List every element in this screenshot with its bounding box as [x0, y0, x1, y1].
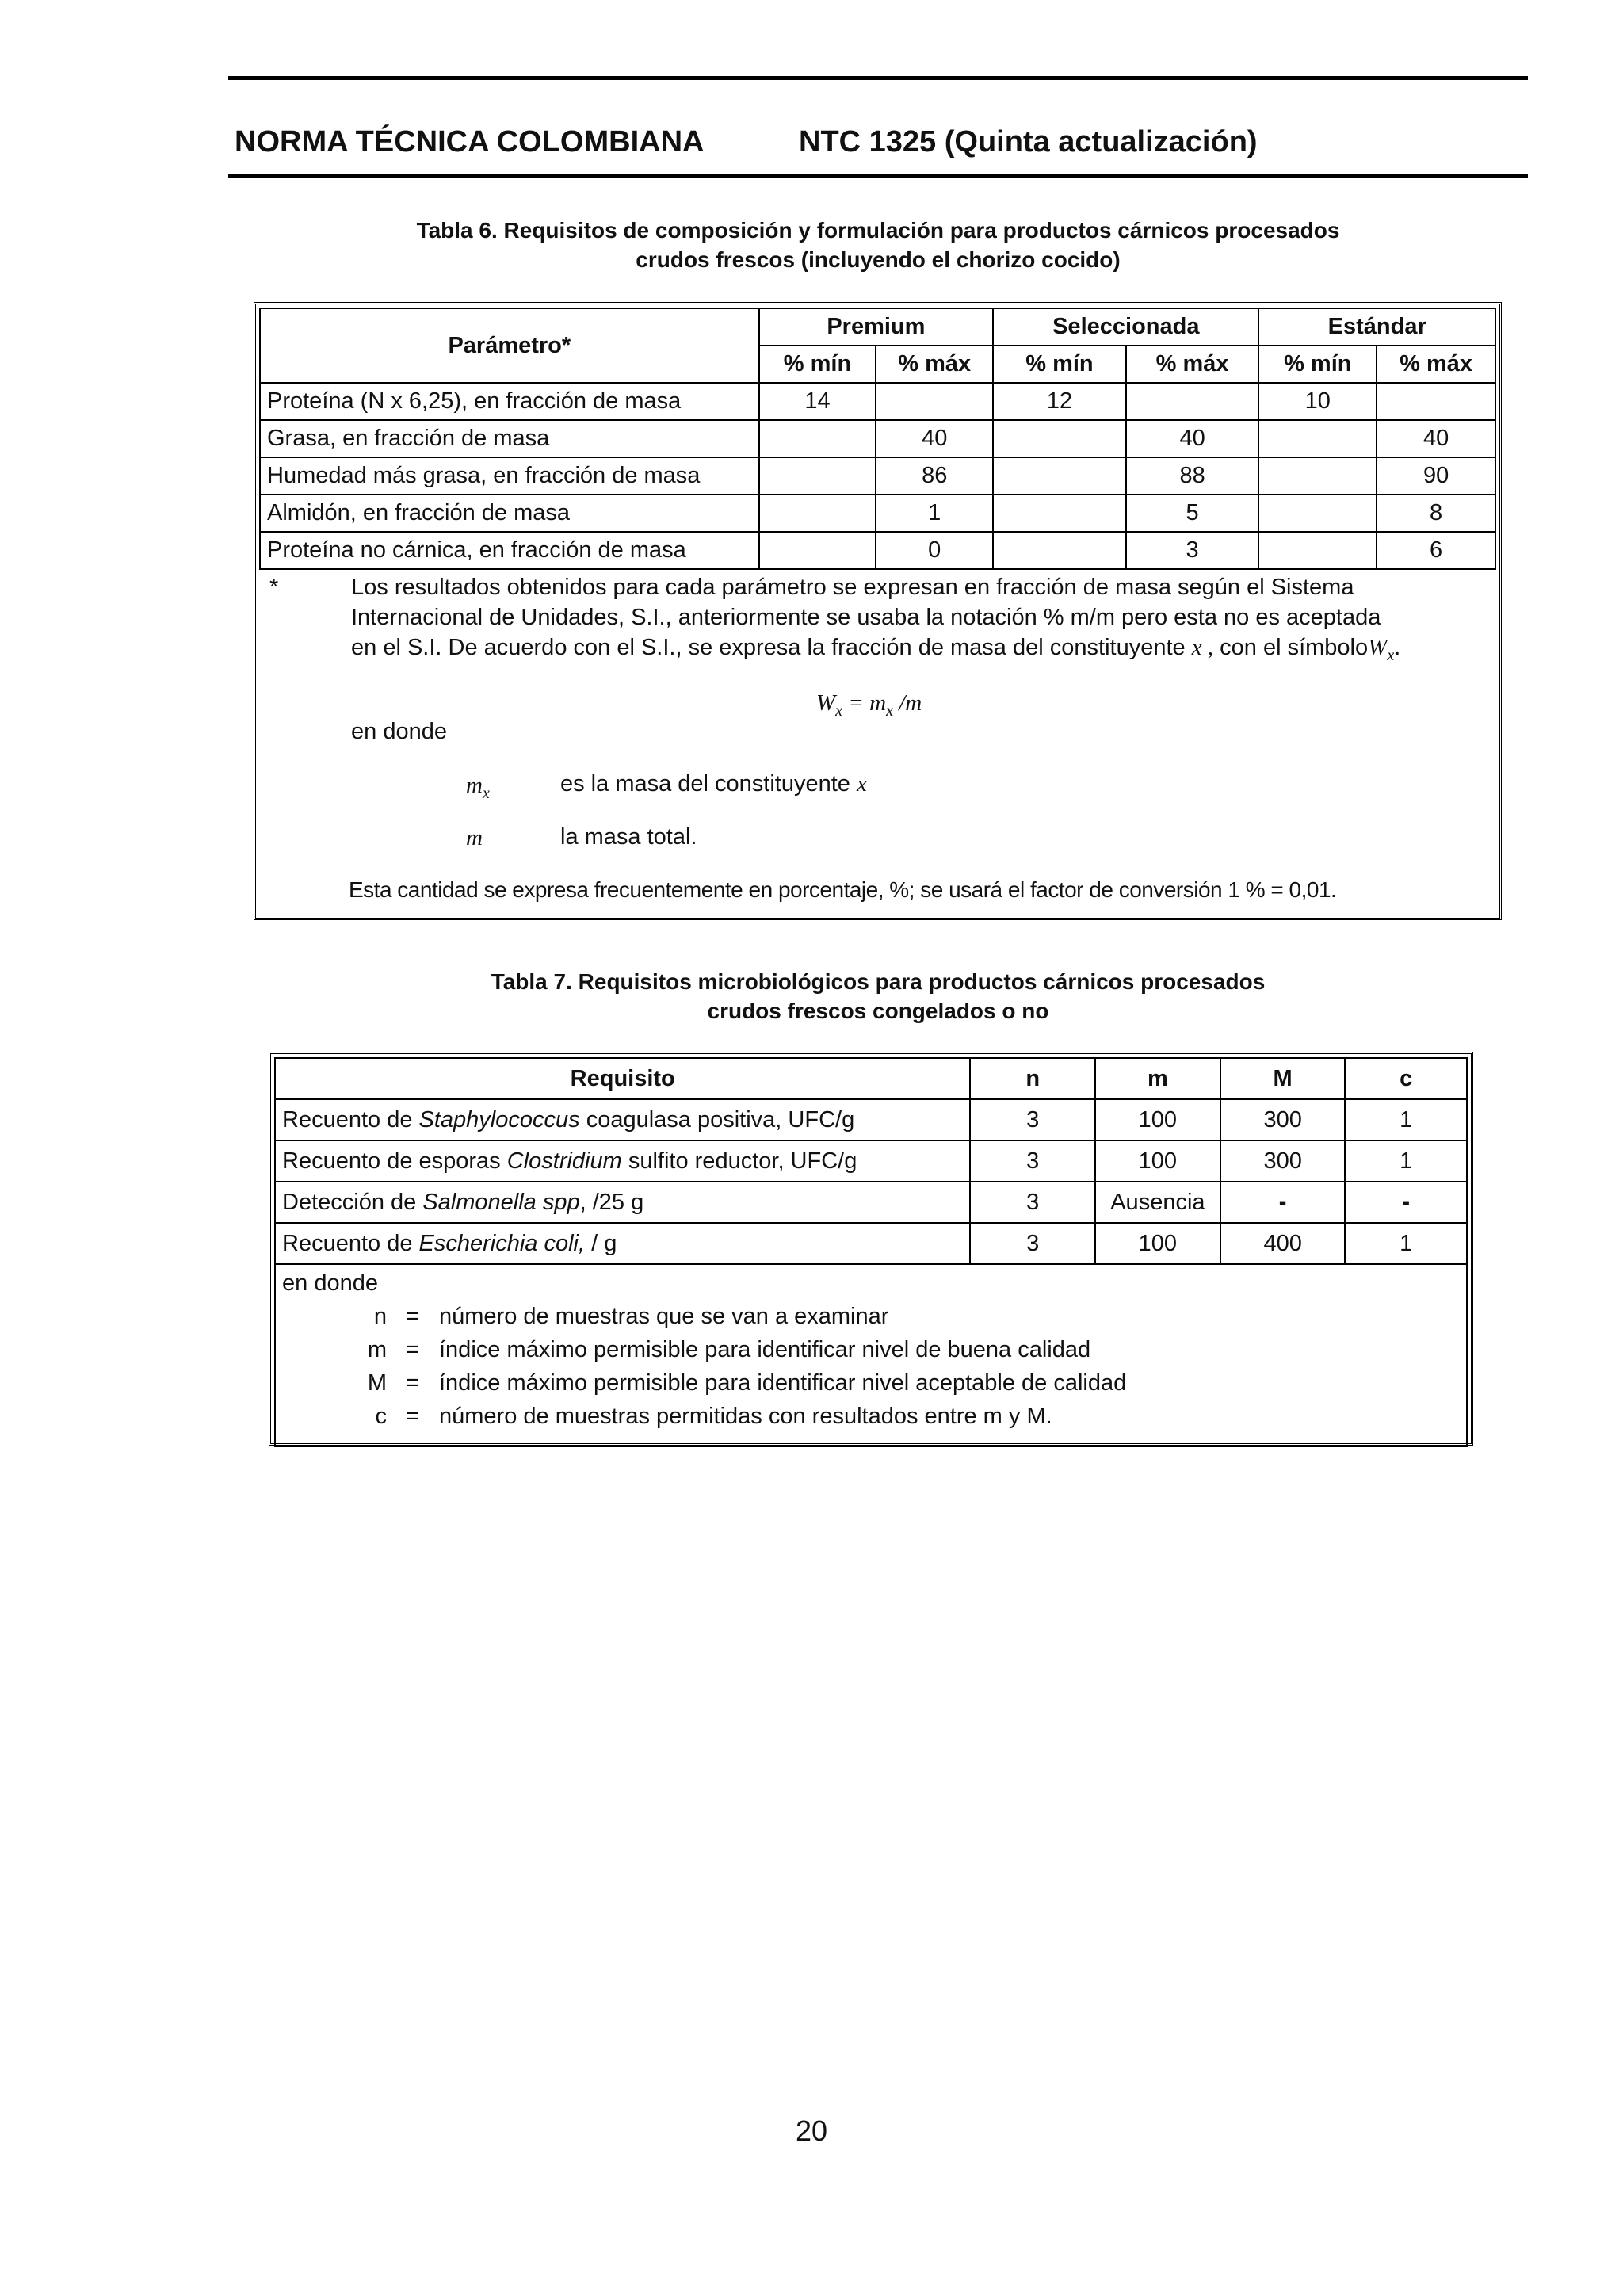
organism-name: Staphylococcus — [418, 1107, 580, 1133]
value-cell: 1 — [1345, 1140, 1467, 1182]
def2-symbol: m — [466, 825, 483, 850]
value-cell: 3 — [970, 1182, 1094, 1223]
symbol-w-sub: x — [1387, 646, 1395, 664]
col-header-n: n — [970, 1058, 1094, 1099]
header-bottom-rule — [228, 174, 1528, 178]
def2-text: la masa total. — [560, 824, 697, 850]
value-cell — [759, 495, 876, 532]
organism-name: Salmonella spp — [422, 1190, 580, 1215]
def1-var: x — [857, 771, 867, 797]
formula-m-sub: x — [886, 701, 893, 720]
value-cell: 6 — [1377, 532, 1495, 569]
value-cell: 100 — [1095, 1223, 1220, 1264]
group-header-premium: Premium — [759, 308, 994, 346]
value-cell — [1258, 532, 1377, 569]
value-cell — [759, 420, 876, 457]
requisito-post: sulfito reductor, UFC/g — [621, 1148, 857, 1174]
requisito-post: / g — [585, 1231, 617, 1256]
def1-text — [560, 769, 867, 799]
table-row — [260, 383, 1495, 420]
value-cell: 400 — [1220, 1223, 1346, 1264]
subheader-cell: % máx — [876, 346, 993, 383]
formula — [816, 688, 922, 726]
subheader-cell: % máx — [1126, 346, 1259, 383]
value-cell: 3 — [970, 1140, 1094, 1182]
value-cell: 40 — [1126, 420, 1259, 457]
legend-text: índice máximo permisible para identificar nivel aceptable de calidad — [439, 1370, 1127, 1396]
legend-eq: = — [406, 1404, 420, 1429]
row-label: Almidón, en fracción de masa — [260, 495, 759, 532]
footnote-closing: Esta cantidad se expresa frecuentemente en porcentaje, %; se usará el factor de conversión 1 % = 0,01. — [349, 877, 1337, 902]
col-header-M-upper: M — [1220, 1058, 1346, 1099]
col-header-c: c — [1345, 1058, 1467, 1099]
value-cell: 0 — [876, 532, 993, 569]
value-cell — [1258, 495, 1377, 532]
table7-caption — [228, 967, 1528, 1026]
legend-symbol: M — [367, 1370, 387, 1396]
table-row — [275, 1182, 1467, 1223]
value-cell: 90 — [1377, 457, 1495, 495]
value-cell: 3 — [970, 1099, 1094, 1140]
page-number: 20 — [795, 2115, 828, 2147]
header-top-rule — [228, 76, 1528, 80]
value-cell — [759, 457, 876, 495]
value-cell: 8 — [1377, 495, 1495, 532]
en-donde-label: en donde — [351, 719, 447, 744]
requisito-cell — [275, 1099, 970, 1140]
def1-symbol-main: m — [466, 773, 483, 798]
value-cell: - — [1345, 1182, 1467, 1223]
legend-item — [282, 1333, 1460, 1366]
legend-symbol: m — [367, 1337, 387, 1362]
value-cell: Ausencia — [1095, 1182, 1220, 1223]
table6-header-row — [260, 308, 1495, 346]
legend-eq: = — [406, 1370, 420, 1396]
value-cell: 300 — [1220, 1099, 1346, 1140]
table-row — [275, 1223, 1467, 1264]
requisito-pre: Recuento de — [282, 1231, 419, 1256]
subheader-cell: % mín — [1258, 346, 1377, 383]
requisito-cell — [275, 1223, 970, 1264]
legend-title: en donde — [282, 1270, 378, 1296]
value-cell: 12 — [993, 383, 1126, 420]
legend-symbol: n — [373, 1304, 387, 1329]
table7-caption-line1: Tabla 7. Requisitos microbiológicos para productos cárnicos procesados — [491, 969, 1266, 994]
table-row — [260, 532, 1495, 569]
subheader-cell: % máx — [1377, 346, 1495, 383]
value-cell — [993, 457, 1126, 495]
requisito-pre: Recuento de esporas — [282, 1148, 507, 1174]
organism-name: Escherichia coli, — [418, 1231, 586, 1256]
legend-item — [282, 1400, 1460, 1433]
table7-header-row — [275, 1058, 1467, 1099]
table6 — [259, 308, 1496, 570]
row-label: Humedad más grasa, en fracción de masa — [260, 457, 759, 495]
table-row — [260, 495, 1495, 532]
footnote-marker: * — [269, 575, 279, 600]
table-row — [275, 1140, 1467, 1182]
subheader-cell: % mín — [759, 346, 876, 383]
value-cell: 14 — [759, 383, 876, 420]
footnote-line2: Internacional de Unidades, S.I., anteriormente se usaba la notación % m/m pero esta no es aceptada — [351, 605, 1381, 630]
value-cell — [1258, 420, 1377, 457]
table-row — [260, 457, 1495, 495]
row-label: Grasa, en fracción de masa — [260, 420, 759, 457]
footnote-line3-end: . — [1394, 635, 1401, 660]
legend-symbol: c — [375, 1404, 387, 1429]
table6-caption — [228, 216, 1528, 274]
value-cell — [993, 532, 1126, 569]
footnote-line3-a: en el S.I. De acuerdo con el S.I., se expresa la fracción de masa del constituyente — [351, 635, 1186, 660]
legend-text: número de muestras permitidas con resultados entre m y M. — [439, 1404, 1052, 1429]
formula-w-sub: x — [835, 701, 843, 720]
table6-caption-line1: Tabla 6. Requisitos de composición y formulación para productos cárnicos procesados — [416, 218, 1340, 243]
legend-eq: = — [406, 1337, 420, 1362]
footnote-line3 — [351, 632, 1400, 670]
col-header-m: m — [1095, 1058, 1220, 1099]
requisito-post: , /25 g — [579, 1190, 644, 1215]
value-cell — [759, 532, 876, 569]
value-cell: 1 — [876, 495, 993, 532]
legend-cell — [275, 1264, 1467, 1446]
row-label: Proteína (N x 6,25), en fracción de masa — [260, 383, 759, 420]
formula-tail: /m — [892, 690, 922, 716]
value-cell: 5 — [1126, 495, 1259, 532]
footnote-line1: Los resultados obtenidos para cada parámetro se expresan en fracción de masa según el Sistema — [351, 575, 1354, 600]
requisito-post: coagulasa positiva, UFC/g — [579, 1107, 855, 1133]
requisito-pre: Detección de — [282, 1190, 423, 1215]
formula-w: W — [816, 690, 836, 716]
value-cell: 88 — [1126, 457, 1259, 495]
formula-eq: = m — [842, 690, 887, 716]
symbol-w: W — [1368, 635, 1388, 660]
legend-item — [282, 1300, 1460, 1333]
legend-item — [282, 1366, 1460, 1400]
value-cell: 40 — [876, 420, 993, 457]
table6-caption-line2: crudos frescos (incluyendo el chorizo cocido) — [636, 247, 1121, 272]
footnote-paragraph — [351, 572, 1478, 632]
table7-legend-row — [275, 1264, 1467, 1446]
table7 — [274, 1057, 1468, 1447]
value-cell — [1126, 383, 1259, 420]
subheader-cell: % mín — [993, 346, 1126, 383]
organism-name: Clostridium — [506, 1148, 622, 1174]
standard-title: NORMA TÉCNICA COLOMBIANA — [235, 125, 705, 159]
value-cell: 1 — [1345, 1223, 1467, 1264]
requisito-pre: Recuento de — [282, 1107, 419, 1133]
table-row — [275, 1099, 1467, 1140]
var-x: x , — [1191, 635, 1214, 660]
value-cell — [1258, 457, 1377, 495]
def1-text-main: es la masa del constituyente — [560, 771, 850, 797]
value-cell: 3 — [970, 1223, 1094, 1264]
value-cell: 100 — [1095, 1099, 1220, 1140]
value-cell — [1377, 383, 1495, 420]
def1-symbol — [466, 770, 490, 808]
value-cell: 100 — [1095, 1140, 1220, 1182]
value-cell: 3 — [1126, 532, 1259, 569]
param-header: Parámetro* — [260, 308, 759, 383]
value-cell — [876, 383, 993, 420]
ntc-code: NTC 1325 (Quinta actualización) — [799, 125, 1258, 159]
requisito-cell — [275, 1182, 970, 1223]
col-header-requisito: Requisito — [275, 1058, 970, 1099]
value-cell: - — [1220, 1182, 1346, 1223]
table7-caption-line2: crudos frescos congelados o no — [707, 999, 1049, 1023]
table-row — [260, 420, 1495, 457]
value-cell: 40 — [1377, 420, 1495, 457]
def1-symbol-sub: x — [482, 784, 490, 802]
group-header-estandar: Estándar — [1258, 308, 1495, 346]
group-header-seleccionada: Seleccionada — [993, 308, 1258, 346]
legend-text: número de muestras que se van a examinar — [439, 1304, 889, 1329]
value-cell — [993, 495, 1126, 532]
requisito-cell — [275, 1140, 970, 1182]
legend-text: índice máximo permisible para identificar nivel de buena calidad — [439, 1337, 1091, 1362]
value-cell: 86 — [876, 457, 993, 495]
value-cell: 300 — [1220, 1140, 1346, 1182]
legend-eq: = — [406, 1304, 420, 1329]
value-cell — [993, 420, 1126, 457]
value-cell: 10 — [1258, 383, 1377, 420]
footnote-line3-b: con el símbolo — [1220, 635, 1369, 660]
row-label: Proteína no cárnica, en fracción de masa — [260, 532, 759, 569]
value-cell: 1 — [1345, 1099, 1467, 1140]
